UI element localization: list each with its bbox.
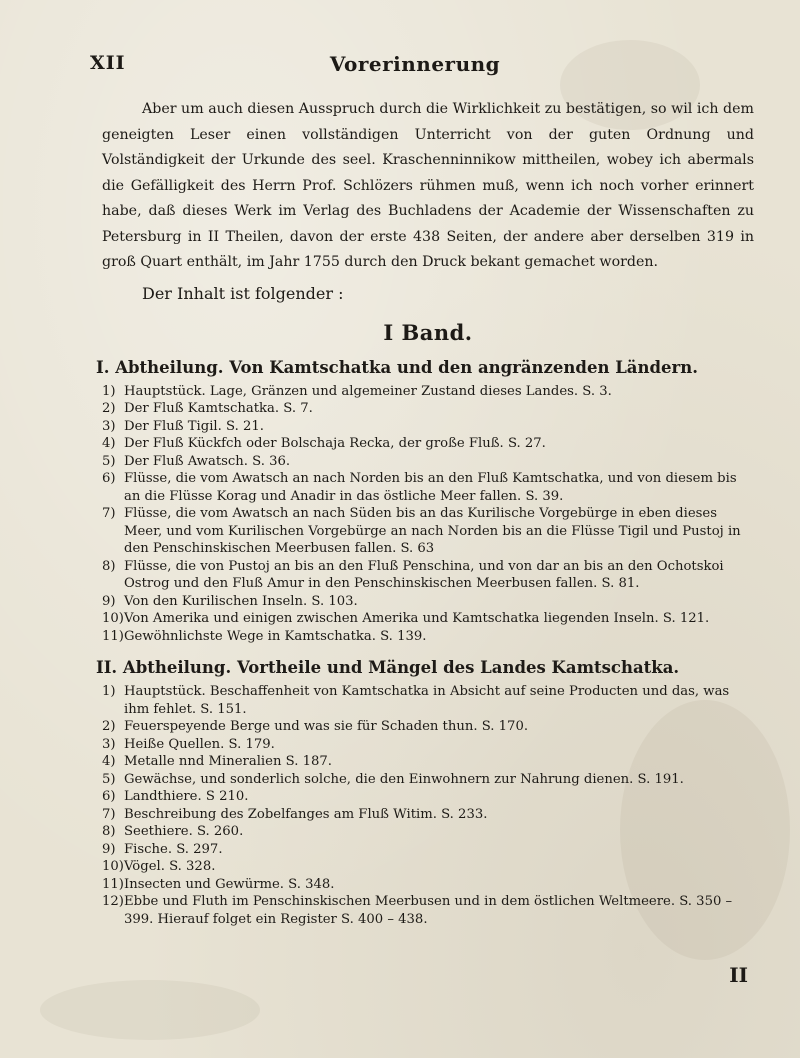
item-number: 7) [102, 806, 116, 822]
chapter-list [102, 683, 754, 928]
list-item [102, 470, 754, 505]
section-heading [96, 655, 754, 681]
item-number: 5) [102, 453, 116, 469]
item-text: Landthiere. S 210. [124, 789, 249, 804]
page-header [90, 52, 740, 82]
catchword: II [729, 963, 748, 987]
item-number: 9) [102, 841, 116, 857]
item-number: 5) [102, 771, 116, 787]
contents-intro-line: Der Inhalt ist folgender : [142, 283, 344, 303]
list-item [102, 453, 754, 471]
item-number: 1) [102, 684, 116, 699]
list-item [102, 558, 754, 593]
item-text: Metalle nnd Mineralien S. 187. [124, 754, 332, 769]
section-heading [96, 355, 754, 381]
item-text: Ebbe und Fluth im Penschinskischen Meerbusen und in dem östlichen Weltmeere. S. 350 – 399. Hierauf folget ein Register S. 400 – 438. [124, 894, 733, 927]
item-text: Beschreibung des Zobelfanges am Fluß Witim. S. 233. [124, 806, 488, 822]
item-number: 2) [102, 401, 116, 416]
list-item [102, 683, 754, 718]
list-item [102, 418, 754, 436]
list-item [102, 628, 754, 646]
section-title: Vortheile und Mängel des Landes Kamtschatka. [236, 658, 680, 677]
page-number: XII [90, 52, 126, 74]
list-item [102, 383, 754, 401]
item-text: Fische. S. 297. [124, 841, 223, 857]
list-item [102, 435, 754, 453]
list-item [102, 610, 754, 628]
list-item [102, 876, 754, 894]
running-head: Vorerinnerung [329, 52, 501, 76]
item-text: Flüsse, die von Pustoj an bis an den Fluß Penschina, und von dar an bis an den Ochotskoi Ostrog und den Fluß Amur in den Penschinskischen Meerbusen fallen. S. 81. [124, 558, 724, 591]
item-text: Seethiere. S. 260. [124, 824, 244, 839]
item-number: 10) [102, 611, 124, 626]
section-label: I. Abtheilung. [96, 357, 224, 377]
item-number: 2) [102, 719, 116, 734]
list-item [102, 806, 754, 824]
paper-stain [40, 980, 260, 1040]
item-number: 3) [102, 418, 116, 434]
intro-paragraph: Aber um auch diesen Ausspruch durch die Wirklichkeit zu bestätigen, so wil ich dem geneigten Leser einen vollständigen Unterricht von der guten Ordnung und Volständigkeit der Urkunde des seel. Kraschenninnikow mittheilen, wobey ich abermals die Gefälligkeit des Herrn Prof. Schlözers rühmen muß, wenn ich noch vorher erinnert habe, daß dieses Werk im Verlag des Buchladens der Academie der Wissenschaften zu Petersburg in II Theilen, davon der erste 438 Seiten, der andere aber derselben 319 in groß Quart enthält, im Jahr 1755 durch den Druck bekant gemachet worden. [102, 101, 754, 270]
list-item [102, 823, 754, 841]
list-item [102, 858, 754, 876]
item-number: 11) [102, 876, 124, 892]
list-item [102, 753, 754, 771]
page-content [96, 97, 754, 938]
item-text: Feuerspeyende Berge und was sie für Schaden thun. S. 170. [124, 719, 529, 734]
item-number: 6) [102, 789, 116, 804]
chapter-list [102, 383, 754, 646]
list-item [102, 400, 754, 418]
list-item [102, 841, 754, 859]
item-text: Flüsse, die vom Awatsch an nach Norden bis an den Fluß Kamtschatka, und von diesem bis an die Flüsse Korag und Anadir in das östliche Meer fallen. S. 39. [124, 471, 737, 504]
list-item [102, 771, 754, 789]
item-text: Hauptstück. Lage, Gränzen und algemeiner Zustand dieses Landes. S. 3. [124, 383, 612, 399]
item-number: 4) [102, 754, 116, 769]
section-label: II. Abtheilung. [96, 658, 232, 677]
volume-title: I Band. [383, 319, 473, 345]
list-item [102, 736, 754, 754]
list-item [102, 893, 754, 928]
item-number: 7) [102, 506, 116, 521]
list-item [102, 505, 754, 558]
item-number: 8) [102, 824, 116, 839]
item-text: Von den Kurilischen Inseln. S. 103. [124, 593, 358, 609]
list-item [102, 718, 754, 736]
item-text: Insecten und Gewürme. S. 348. [124, 876, 335, 892]
item-number: 12) [102, 894, 124, 909]
item-text: Heiße Quellen. S. 179. [124, 736, 275, 752]
item-text: Flüsse, die vom Awatsch an nach Süden bis an das Kurilische Vorgebürge in eben dieses Meer, und vom Kurilischen Vorgebürge an nach Norden bis an die Flüsse Tigil und Pustoj in den Penschinskischen Meerbusen fallen. S. 63 [124, 506, 741, 556]
list-item [102, 593, 754, 611]
item-text: Der Fluß Kückfch oder Bolschaja Recka, der große Fluß. S. 27. [124, 436, 546, 451]
item-text: Von Amerika und einigen zwischen Amerika und Kamtschatka liegenden Inseln. S. 121. [124, 611, 710, 626]
item-text: Der Fluß Kamtschatka. S. 7. [124, 401, 313, 416]
item-text: Der Fluß Awatsch. S. 36. [124, 453, 291, 469]
item-number: 10) [102, 859, 124, 874]
item-number: 8) [102, 558, 116, 574]
item-number: 11) [102, 628, 124, 644]
item-number: 4) [102, 436, 116, 451]
sections-container [96, 355, 754, 929]
item-text: Der Fluß Tigil. S. 21. [124, 418, 264, 434]
item-number: 9) [102, 593, 116, 609]
item-text: Gewöhnlichste Wege in Kamtschatka. S. 139. [124, 628, 427, 644]
item-text: Hauptstück. Beschaffenheit von Kamtschatka in Absicht auf seine Producten und das, was ihm fehlet. S. 151. [124, 684, 730, 717]
item-text: Gewächse, und sonderlich solche, die den Einwohnern zur Nahrung dienen. S. 191. [124, 771, 684, 787]
list-item [102, 788, 754, 806]
item-number: 1) [102, 383, 116, 399]
item-number: 6) [102, 471, 116, 486]
section-title: Von Kamtschatka und den angränzenden Ländern. [229, 357, 698, 377]
item-number: 3) [102, 736, 116, 752]
item-text: Vögel. S. 328. [124, 859, 216, 874]
